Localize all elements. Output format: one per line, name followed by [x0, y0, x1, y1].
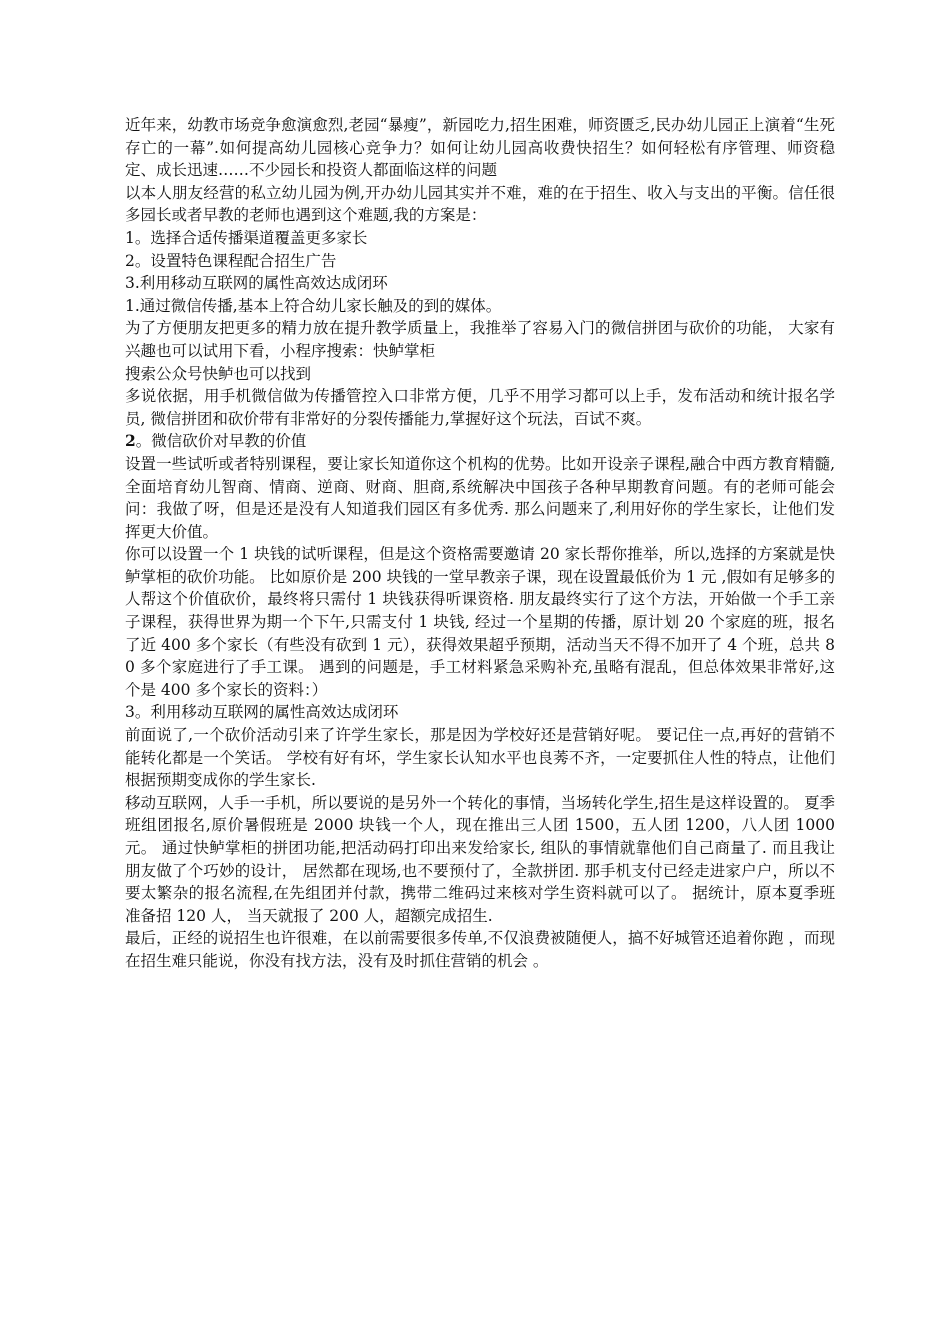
- section-heading-wechat: 1.通过微信传播,基本上符合幼儿家长触及的到的媒体。: [125, 296, 502, 315]
- section-heading-bargain: [125, 430, 835, 453]
- section-heading-mobile: 3。利用移动互联网的属性高效达成闭环: [125, 703, 399, 722]
- paragraph-bargain-case: 你可以设置一个 1 块钱的试听课程，但是这个资格需要邀请 20 家长帮你推举，所以,选择的方案就是快鲈掌柜的砍价功能。 比如原价是 200 块钱的一堂早教亲子课，现在设置最低价为 1 元 ,假如有足够多的人帮这个价值砍价，最终将只需付 1 块钱获得听课资格. 朋友最终实行了这个方法，开始做一个手工亲子课程，获得世界为期一个下午,只需支付 1 块钱, 经过一个星期的传播，原计划 20 个家庭的班，报名了近 400 多个家长（有些没有砍到 1 元），获得效果超乎预期，活动当天不得不加开了 4 个班，总共 80 多个家庭进行了手工课。 遇到的问题是，手工材料紧急采购补充,虽略有混乱，但总体效果非常好,这个是 400 多个家长的资料：）: [125, 545, 835, 699]
- document-body: [125, 114, 835, 973]
- paragraph-reasoning: 多说依据，用手机微信做为传播管控入口非常方便，几乎不用学习都可以上手，发布活动和统计报名学员, 微信拼团和砍价带有非常好的分裂传播能力,掌握好这个玩法，百试不爽。: [125, 387, 835, 428]
- paragraph-intro: 近年来，幼教市场竞争愈演愈烈,老园“暴瘦”，新园吃力,招生困难，师资匮乏,民办幼儿园正上演着“生死存亡的一幕”.如何提高幼儿园核心竞争力？如何让幼儿园高收费快招生？如何轻松有序管理、师资稳定、成长迅速……不少园长和投资人都面临这样的问题: [125, 116, 835, 180]
- paragraph-conversion: 前面说了,一个砍价活动引来了许学生家长，那是因为学校好还是营销好呢。 要记住一点,再好的营销不能转化都是一个笑话。 学校有好有坏，学生家长认知水平也良莠不齐，一定要抓住人性的特点，让他们根据预期变成你的学生家长.: [125, 726, 835, 790]
- paragraph-trial-course: 设置一些试听或者特别课程，要让家长知道你这个机构的优势。比如开设亲子课程,融合中西方教育精髓,全面培育幼儿智商、情商、逆商、财商、胆商,系统解决中国孩子各种早期教育问题。有的老师可能会问：我做了呀，但是还是没有人知道我们园区有多优秀. 那么问题来了,利用好你的学生家长，让他们发挥更大价值。: [125, 454, 835, 541]
- paragraph-example: 以本人朋友经营的私立幼儿园为例,开办幼儿园其实并不难，难的在于招生、收入与支出的平衡。信任很多园长或者早教的老师也遇到这个难题,我的方案是：: [125, 183, 835, 225]
- list-item-3: 3.利用移动互联网的属性高效达成闭环: [125, 274, 388, 293]
- paragraph-conclusion: 最后，正经的说招生也许很难，在以前需要很多传单,不仅浪费被随便人，搞不好城管还追着你跑 ，而现在招生难只能说，你没有找方法，没有及时抓住营销的机会 。: [125, 929, 835, 970]
- list-item-2: 2。设置特色课程配合招生广告: [125, 251, 337, 270]
- list-item-1: 1。选择合适传播渠道覆盖更多家长: [125, 228, 368, 247]
- section-heading-text: 。微信砍价对早教的价值: [135, 432, 307, 451]
- paragraph-tool-recommendation: 为了方便朋友把更多的精力放在提升教学质量上，我推举了容易入门的微信拼团与砍价的功能， 大家有兴趣也可以试用下看，小程序搜索：快鲈掌柜: [125, 319, 835, 360]
- section-number: 2: [125, 431, 136, 451]
- paragraph-official-account: 搜索公众号快鲈也可以找到: [125, 364, 312, 383]
- paragraph-group-buy: 移动互联网，人手一手机，所以要说的是另外一个转化的事情，当场转化学生,招生是这样设置的。 夏季班组团报名,原价暑假班是 2000 块钱一个人，现在推出三人团 1500，五人团 1200，八人团 1000 元。 通过快鲈掌柜的拼团功能,把活动码打印出来发给家长, 组队的事情就靠他们自己商量了. 而且我让朋友做了个巧妙的设计， 居然都在现场,也不要预付了，全款拼团. 那手机支付已经走进家户户，所以不要太繁杂的报名流程,在先组团并付款，携带二维码过来核对学生资料就可以了。 据统计，原本夏季班 准备招 120 人， 当天就报了 200 人，超额完成招生.: [125, 793, 835, 925]
